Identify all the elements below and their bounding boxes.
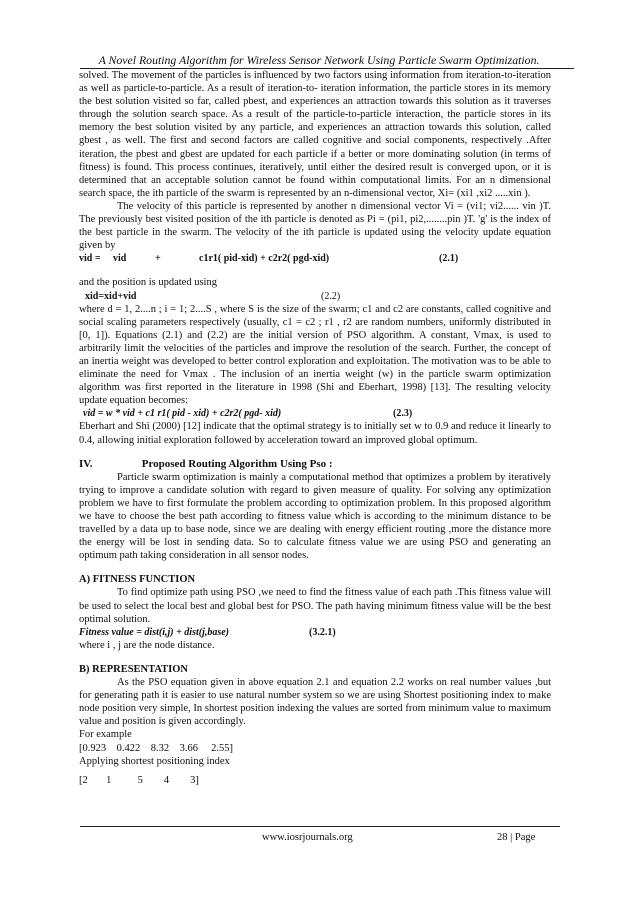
footer-rule: [80, 826, 560, 827]
eq1-rhs: c1r1( pid-xid) + c2r2( pgd-xid): [199, 253, 330, 265]
paragraph-inertia: where d = 1, 2....n ; i = 1; 2....S , where S is the size of the swarm; c1 and c2 are constants, called cognitive and social scaling parameters respectively (usually, c1 = c2 ; r1 , r2 are random numbers, uniformly distributed in [0, 1]). Equations (2.1) and (2.2) are the initial version of PSO algorithm. A constant, Vmax, is used to arbitrarily limit the velocities of the particles and improve the resolution of the search. Further, the concept of an inertia weight was developed to better control exploration and exploitation. The motivation was to be able to eliminate the need for Vmax . The inclusion of an inertia weight (w) in the particle swarm optimization algorithm was first reported in the literature in 1998 (Shi and Eberhart, 1998) [13]. The resulting velocity update equation becomes:: [79, 303, 551, 407]
example-values: [0.923 0.422 8.32 3.66 2.55]: [79, 742, 233, 754]
running-title: A Novel Routing Algorithm for Wireless Sensor Network Using Particle Swarm Optimization.: [98, 53, 540, 67]
section-number: IV.: [79, 457, 93, 470]
subheading-fitness: A) FITNESS FUNCTION: [79, 574, 196, 586]
eq3-number: (2.3): [393, 408, 413, 420]
eq2-expr: xid=xid+vid: [85, 290, 137, 302]
paragraph-representation: As the PSO equation given in above equation 2.1 and equation 2.2 works on real number values ,but for generating path it is easier to use natural number system so we are using Shortest positioning index to make node position very simple, In shortest position indexing the values are sorted from minimum value to maximum value and position is given accordingly.: [79, 677, 551, 728]
eq4-expr: Fitness value = dist(i,j) + dist(j,base): [79, 626, 230, 638]
body-text: [79, 69, 551, 787]
footer-page-number: 28 | Page: [497, 832, 536, 843]
paragraph-example: For example: [79, 729, 132, 741]
paragraph-applying: Applying shortest positioning index: [79, 755, 230, 767]
paragraph-fitness: To find optimize path using PSO ,we need to find the fitness value of each path .This fitness value will be used to select the local best and global best for PSO. The path having minimum fitness value will be the best optimal solution.: [79, 587, 551, 625]
equation-2-3: [79, 407, 551, 420]
section-heading: [79, 458, 551, 471]
subheading-representation: B) REPRESENTATION: [79, 663, 189, 675]
equation-3-2-1: [79, 626, 551, 639]
paragraph-eberhart: Eberhart and Shi (2000) [12] indicate that the optimal strategy is to initially set w to 0.9 and reduce it linearly to 0.4, allowing initial exploration followed by acceleration toward an improved global optimum.: [79, 421, 551, 446]
eq1-v: vid: [113, 253, 127, 265]
equation-2-2: [79, 290, 551, 303]
paragraph-node-distance: where i , j are the node distance.: [79, 639, 215, 651]
example-indices: [2 1 5 4 3]: [79, 774, 199, 786]
eq2-number: (2.2): [321, 290, 341, 302]
eq1-lhs: vid =: [79, 253, 101, 265]
eq4-number: (3.2.1): [309, 626, 336, 638]
paragraph-position: and the position is updated using: [79, 277, 217, 289]
equation-2-1: [79, 252, 551, 265]
paragraph-proposed: Particle swarm optimization is mainly a computational method that optimizes a problem by iteratively trying to improve a candidate solution with regard to given measure of quality. For solving any optimization problem we have to first formulate the problem according to optimization problem. In this proposed algorithm we have to choose the best path according to fitness value which is according to the minimum distance to be travelled by a data up to base node, since we are dealing with energy efficient routing ,more the distance more the energy will be lost in sending data. So to calculate fitness value we are using PSO and generating an optimum path taking consideration in all sensor nodes.: [79, 471, 551, 562]
eq3-expr: vid = w * vid + c1 r1( pid - xid) + c2r2( pgd- xid): [83, 408, 282, 420]
paragraph-pso-intro: solved. The movement of the particles is influenced by two factors using information from iteration-to-iteration as well as particle-to-particle. As a result of iteration-to- iteration information, the particle stores in its memory the best solution visited so far, called pbest, and experiences an attraction towards this solution as it traverses through the solution search space. As a result of the particle-to-particle interaction, the particle stores in its memory the best solution visited by any particle, and experiences an attraction towards this solution, called gbest , as well. The first and second factors are called cognitive and social components, respectively .After iteration, the pbest and gbest are updated for each particle if a better or more dominating solution (in terms of fitness) is found. This process continues, iteratively, until either the desired result is converged upon, or it is determined that an acceptable solution cannot be found within computational limits. For an n dimensional search space, the ith particle of the swarm is represented by an n-dimensional vector, Xi= (xi1 ,xi2 .....xin ).: [79, 70, 551, 199]
section-title: Proposed Routing Algorithm Using Pso :: [141, 457, 333, 470]
footer-website: www.iosrjournals.org: [262, 832, 353, 843]
eq1-plus: +: [155, 253, 161, 265]
eq1-number: (2.1): [439, 253, 459, 265]
paragraph-velocity: The velocity of this particle is represented by another n dimensional vector Vi = (vi1; vi2...... vin )T. The previously best visited position of the ith particle is denoted as Pi = (pi1, pi2,........pin )T. 'g' is the index of the best particle in the swarm. The velocity of the ith particle is updated using the velocity update equation given by: [79, 200, 551, 252]
